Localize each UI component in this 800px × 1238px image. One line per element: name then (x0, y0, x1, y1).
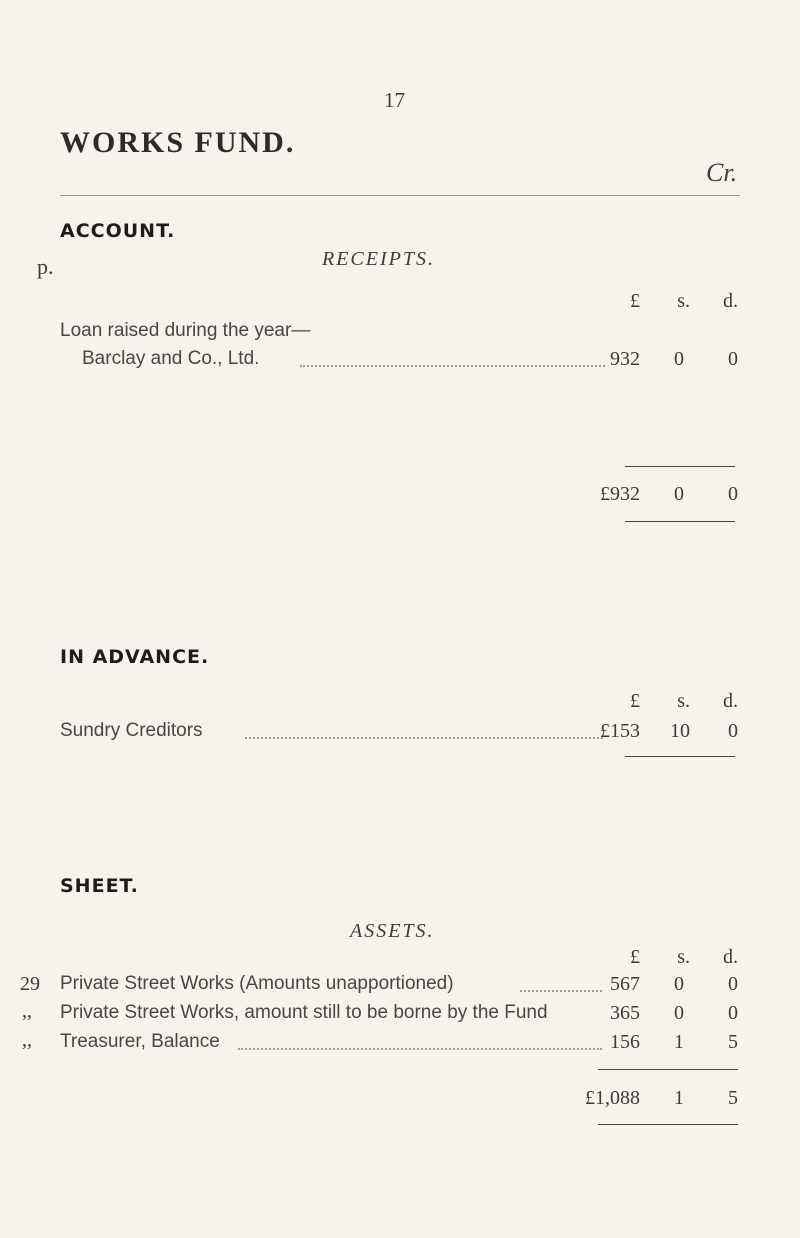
pounds-header: £ (630, 690, 640, 712)
sheet-heading: SHEET. (60, 875, 139, 897)
shillings-header: s. (677, 290, 690, 312)
asset-row-pence: 5 (728, 1031, 738, 1053)
asset-row-label: Private Street Works (Amounts unapportioned) (60, 973, 454, 994)
pounds-header: £ (630, 946, 640, 968)
asset-row-pence: 0 (728, 973, 738, 995)
receipts-heading: RECEIPTS. (322, 248, 435, 270)
asset-row-pounds: 365 (610, 1002, 640, 1024)
asset-row-pounds: 567 (610, 973, 640, 995)
page-number: 17 (384, 88, 405, 112)
row-ref: ,, (22, 1000, 32, 1022)
credit-side-label: Cr. (706, 158, 738, 187)
row-ref: 29 (20, 973, 40, 995)
creditors-pence: 0 (728, 720, 738, 742)
asset-row-shillings: 0 (674, 1002, 684, 1024)
assets-total-shillings: 1 (674, 1087, 684, 1109)
total-rule (625, 466, 735, 467)
receipts-total-shillings: 0 (674, 483, 684, 505)
shillings-header: s. (677, 690, 690, 712)
assets-total-rule (598, 1069, 738, 1070)
asset-row-shillings: 0 (674, 973, 684, 995)
asset-row-pence: 0 (728, 1002, 738, 1024)
pence-header: d. (723, 290, 738, 312)
pence-header: d. (723, 946, 738, 968)
advance-heading: IN ADVANCE. (60, 646, 210, 668)
shillings-header: s. (677, 946, 690, 968)
leader-dots (245, 737, 603, 739)
assets-heading: ASSETS. (350, 920, 435, 942)
row-ref: ,, (22, 1029, 32, 1051)
pence-header: d. (723, 690, 738, 712)
receipts-total-pounds: £932 (600, 483, 640, 505)
barclay-pence: 0 (728, 348, 738, 370)
pounds-header: £ (630, 290, 640, 312)
barclay-shillings: 0 (674, 348, 684, 370)
asset-row-label: Treasurer, Balance (60, 1031, 220, 1052)
sundry-creditors-label: Sundry Creditors (60, 720, 203, 741)
creditors-rule (625, 756, 735, 757)
leader-dots (238, 1048, 602, 1050)
barclay-pounds: 932 (610, 348, 640, 370)
asset-row-label: Private Street Works, amount still to be borne by the Fund (60, 1002, 548, 1023)
assets-total-pence: 5 (728, 1087, 738, 1109)
assets-total-double-rule (598, 1124, 738, 1125)
creditors-shillings: 10 (670, 720, 690, 742)
creditors-pounds: £153 (600, 720, 640, 742)
total-double-rule (625, 521, 735, 522)
leader-dots (300, 365, 605, 367)
account-heading: ACCOUNT. (60, 220, 176, 242)
asset-row-shillings: 1 (674, 1031, 684, 1053)
page-title: WORKS FUND. (60, 126, 296, 159)
receipts-total-pence: 0 (728, 483, 738, 505)
margin-note: p. (37, 254, 54, 279)
barclay-label: Barclay and Co., Ltd. (82, 348, 260, 369)
asset-row-pounds: 156 (610, 1031, 640, 1053)
assets-total-pounds: £1,088 (585, 1087, 640, 1109)
loan-line: Loan raised during the year— (60, 320, 311, 341)
header-rule (60, 195, 740, 196)
